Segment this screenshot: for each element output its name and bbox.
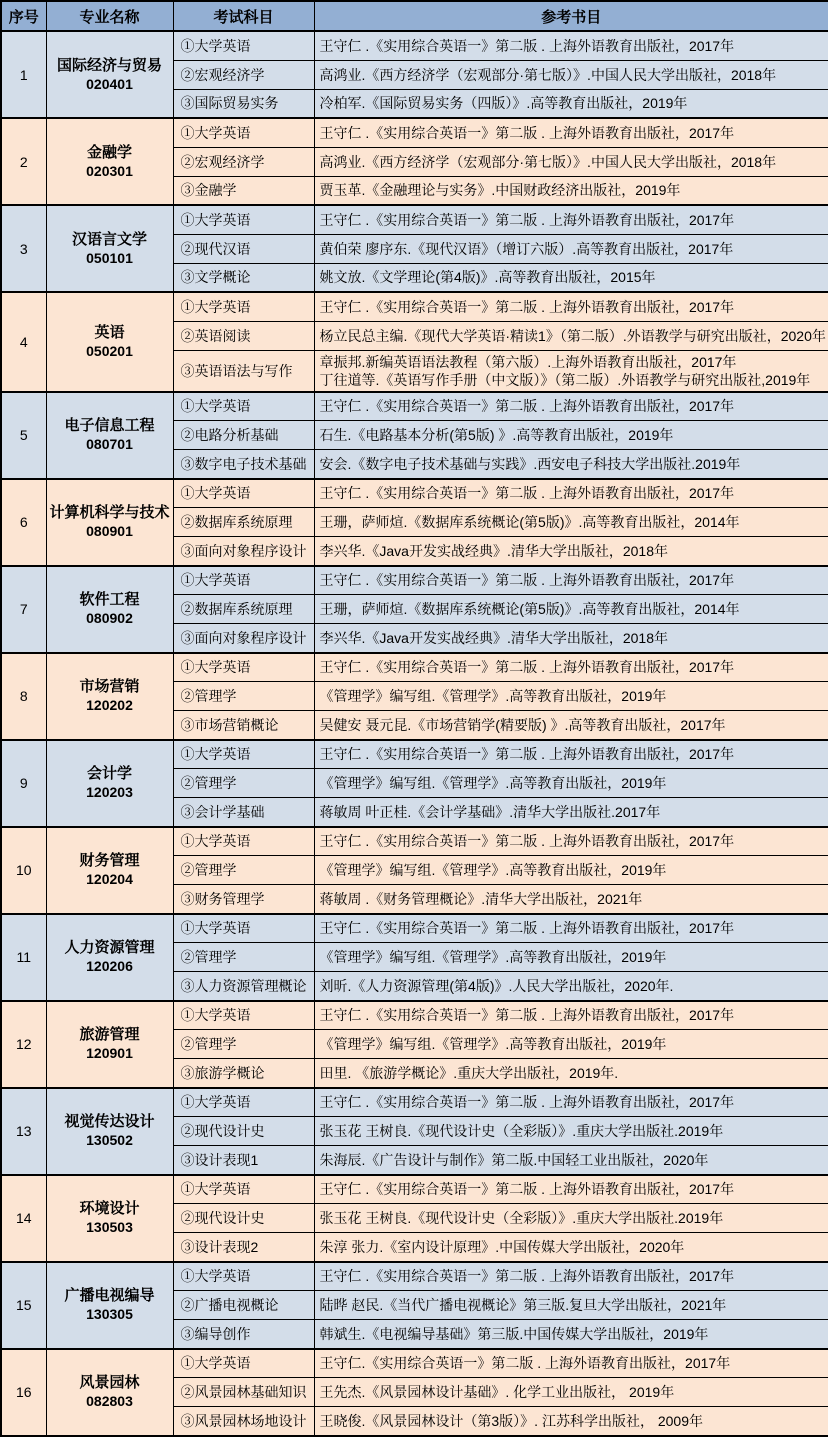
reference-book-cell [314, 205, 828, 234]
major-code: 080701 [86, 436, 133, 452]
major-name-cell [46, 118, 173, 205]
reference-line: 王守仁 .《实用综合英语一》第二版 . 上海外语教育出版社，2017年 [319, 1181, 735, 1198]
exam-subject-cell: ①大学英语 [173, 392, 314, 421]
row-number-cell: 7 [1, 566, 46, 653]
exam-subject-cell: ②数据库系统原理 [173, 508, 314, 537]
reference-line: 《管理学》编写组.《管理学》.高等教育出版社，2019年 [319, 1036, 667, 1052]
major-name-cell [46, 1349, 173, 1436]
major-name-cell [46, 653, 173, 740]
exam-subject-cell: ③文学概论 [173, 263, 314, 292]
major-name: 风景园林 [79, 1374, 140, 1391]
exam-subject-cell: ②宏观经济学 [173, 147, 314, 176]
reference-line: 田里. 《旅游学概论》.重庆大学出版社，2019年. [319, 1064, 619, 1081]
reference-book-cell [314, 263, 828, 292]
reference-book-cell [314, 972, 828, 1001]
major-name: 会计学 [86, 765, 132, 782]
exam-subject-cell: ①大学英语 [173, 914, 314, 943]
reference-line: 王守仁 .《实用综合英语一》第二版 . 上海外语教育出版社，2017年 [319, 1007, 735, 1024]
exam-subject-cell: ②现代设计史 [173, 1204, 314, 1233]
major-code: 120203 [86, 784, 133, 800]
reference-line: 朱淳 张力.《室内设计原理》.中国传媒大学出版社，2020年 [319, 1238, 685, 1255]
table-row [1, 1349, 828, 1378]
exam-subject-cell: ①大学英语 [173, 1088, 314, 1117]
reference-book-cell [314, 943, 828, 972]
table-row [1, 827, 828, 856]
table-row [1, 118, 828, 147]
major-code: 080901 [86, 523, 133, 539]
reference-line: 丁往道等.《英语写作手册（中文版）》（第二版）.外语教学与研究出版社,2019年 [319, 371, 811, 388]
major-name: 环境设计 [79, 1200, 140, 1217]
reference-line: 王守仁 .《实用综合英语一》第二版 . 上海外语教育出版社，2017年 [319, 833, 735, 850]
row-number-cell: 16 [1, 1349, 46, 1436]
major-code: 130503 [86, 1219, 133, 1235]
exam-subject-cell: ②现代汉语 [173, 234, 314, 263]
reference-book-cell [314, 176, 828, 205]
table-row [1, 292, 828, 321]
exam-subject-cell: ③财务管理学 [173, 885, 314, 914]
reference-book-cell [314, 508, 828, 537]
major-code: 120206 [86, 958, 133, 974]
exam-subject-cell: ①大学英语 [173, 653, 314, 682]
reference-book-cell [314, 653, 828, 682]
reference-book-cell [314, 31, 828, 60]
column-header-subject: 考试科目 [173, 1, 314, 31]
reference-line: 高鸿业.《西方经济学（宏观部分·第七版）》.中国人民大学出版社，2018年 [319, 66, 777, 83]
major-name: 金融学 [86, 143, 132, 161]
reference-line: 王守仁 .《实用综合英语一》第二版 . 上海外语教育出版社，2017年 [319, 211, 735, 228]
table-row [1, 1175, 828, 1204]
reference-book-cell [314, 798, 828, 827]
reference-line: 韩斌生.《电视编导基础》第三版.中国传媒大学出版社，2019年 [319, 1325, 709, 1342]
reference-line: 姚文放.《文学理论(第4版)》.高等教育出版社，2015年 [319, 269, 656, 286]
major-code: 120202 [86, 697, 133, 713]
reference-line: 黄伯荣 廖序东.《现代汉语》（增订六版）.高等教育出版社，2017年 [319, 240, 734, 257]
table-row [1, 1088, 828, 1117]
reference-book-cell [314, 1349, 828, 1378]
column-header-major: 专业名称 [46, 1, 173, 31]
major-name-cell [46, 1001, 173, 1088]
exam-subject-cell: ②管理学 [173, 856, 314, 885]
major-code: 020301 [86, 162, 133, 179]
row-number-cell: 8 [1, 653, 46, 740]
exam-subject-cell: ③市场营销概论 [173, 711, 314, 740]
major-name: 财务管理 [79, 852, 140, 869]
major-name-cell [46, 205, 173, 292]
reference-book-cell [314, 479, 828, 508]
reference-line: 李兴华.《Java开发实战经典》.清华大学出版社，2018年 [319, 629, 668, 646]
reference-line: 王守仁 .《实用综合英语一》第二版 . 上海外语教育出版社，2017年 [319, 746, 735, 763]
exam-subject-cell: ①大学英语 [173, 292, 314, 321]
row-number-cell: 12 [1, 1001, 46, 1088]
reference-book-cell [314, 350, 828, 392]
exam-subject-cell: ①大学英语 [173, 1262, 314, 1291]
reference-line: 吴健安 聂元昆.《市场营销学(精要版) 》.高等教育出版社，2017年 [319, 716, 726, 733]
reference-book-cell [314, 392, 828, 421]
reference-line: 王守仁 .《实用综合英语一》第二版 . 上海外语教育出版社，2017年 [319, 572, 735, 589]
major-name-cell [46, 1175, 173, 1262]
major-code: 050201 [86, 342, 133, 359]
table-body [1, 31, 828, 1436]
reference-book-cell [314, 856, 828, 885]
major-name-cell [46, 914, 173, 1001]
table-row [1, 914, 828, 943]
major-name-cell [46, 740, 173, 827]
exam-subject-cell: ①大学英语 [173, 205, 314, 234]
row-number-cell: 9 [1, 740, 46, 827]
exam-subject-cell: ②广播电视概论 [173, 1291, 314, 1320]
reference-line: 张玉花 王树良.《现代设计史（全彩版）》.重庆大学出版社.2019年 [319, 1123, 724, 1139]
reference-line: 王晓俊.《风景园林设计（第3版）》. 江苏科学出版社， 2009年 [319, 1412, 703, 1429]
reference-book-cell [314, 1320, 828, 1349]
reference-line: 王守仁 .《实用综合英语一》第二版 . 上海外语教育出版社，2017年 [319, 124, 735, 141]
reference-book-cell [314, 1059, 828, 1088]
row-number-cell: 3 [1, 205, 46, 292]
exam-subject-cell: ③面向对象程序设计 [173, 537, 314, 566]
reference-book-cell [314, 89, 828, 118]
reference-line: 王守仁 .《实用综合英语一》第二版 . 上海外语教育出版社，2017年 [319, 659, 735, 676]
reference-line: 章振邦.新编英语语法教程（第六版）.上海外语教育出版社，2017年 [319, 353, 737, 370]
reference-book-cell [314, 118, 828, 147]
exam-subject-cell: ③数字电子技术基础 [173, 450, 314, 479]
reference-book-cell [314, 147, 828, 176]
major-name-cell [46, 292, 173, 392]
major-code: 050101 [86, 249, 133, 266]
table-row [1, 653, 828, 682]
exam-subject-cell: ②管理学 [173, 769, 314, 798]
major-name-cell [46, 566, 173, 653]
table-row [1, 205, 828, 234]
exam-subject-cell: ③英语语法与写作 [173, 350, 314, 392]
reference-book-cell [314, 1001, 828, 1030]
reference-line: 安会.《数字电子技术基础与实践》.西安电子科技大学出版社.2019年 [319, 455, 741, 472]
exam-subject-cell: ③风景园林场地设计 [173, 1407, 314, 1436]
exam-subject-cell: ③人力资源管理概论 [173, 972, 314, 1001]
major-name: 广播电视编导 [64, 1287, 155, 1304]
table-header [1, 1, 828, 31]
exam-subject-cell: ②英语阅读 [173, 321, 314, 350]
reference-book-cell [314, 421, 828, 450]
exam-subject-cell: ③面向对象程序设计 [173, 624, 314, 653]
reference-line: 《管理学》编写组.《管理学》.高等教育出版社，2019年 [319, 775, 667, 791]
reference-line: 《管理学》编写组.《管理学》.高等教育出版社，2019年 [319, 688, 667, 704]
major-name: 软件工程 [79, 591, 140, 608]
reference-line: 石生.《电路基本分析(第5版) 》.高等教育出版社，2019年 [319, 427, 674, 443]
reference-book-cell [314, 914, 828, 943]
reference-line: 《管理学》编写组.《管理学》.高等教育出版社，2019年 [319, 862, 667, 878]
major-code: 020401 [86, 75, 133, 92]
exam-subject-cell: ②电路分析基础 [173, 421, 314, 450]
table-row [1, 1262, 828, 1291]
reference-book-cell [314, 450, 828, 479]
row-number-cell: 2 [1, 118, 46, 205]
major-code: 120901 [86, 1045, 133, 1061]
major-code: 130305 [86, 1306, 133, 1322]
exam-subject-cell: ①大学英语 [173, 31, 314, 60]
exam-subject-cell: ①大学英语 [173, 566, 314, 595]
exam-subject-cell: ②管理学 [173, 682, 314, 711]
reference-book-cell [314, 60, 828, 89]
reference-line: 王守仁 .《实用综合英语一》第二版 . 上海外语教育出版社，2017年 [319, 398, 735, 415]
major-name-cell [46, 827, 173, 914]
reference-book-cell [314, 711, 828, 740]
exam-subject-cell: ③国际贸易实务 [173, 89, 314, 118]
exam-subject-cell: ②数据库系统原理 [173, 595, 314, 624]
reference-book-cell [314, 292, 828, 321]
exam-subject-cell: ②现代设计史 [173, 1117, 314, 1146]
reference-line: 陆晔 赵民.《当代广播电视概论》第三版.复旦大学出版社，2021年 [319, 1297, 727, 1313]
reference-line: 王珊，萨师煊.《数据库系统概论(第5版)》.高等教育出版社，2014年 [319, 601, 740, 617]
major-name: 国际经济与贸易 [56, 56, 162, 74]
table-row [1, 740, 828, 769]
reference-book-cell [314, 1088, 828, 1117]
exam-subject-cell: ②管理学 [173, 943, 314, 972]
exam-subject-cell: ①大学英语 [173, 1349, 314, 1378]
table-row [1, 1001, 828, 1030]
exam-subject-cell: ①大学英语 [173, 1175, 314, 1204]
reference-line: 王守仁.《实用综合英语一》第二版 . 上海外语教育出版社，2017年 [319, 1355, 731, 1372]
reference-book-cell [314, 1407, 828, 1436]
reference-line: 蒋敏周 叶正桂.《会计学基础》.清华大学出版社.2017年 [319, 803, 661, 820]
major-code: 130502 [86, 1132, 133, 1148]
table-row [1, 479, 828, 508]
major-name: 电子信息工程 [64, 417, 155, 434]
row-number-cell: 6 [1, 479, 46, 566]
row-number-cell: 4 [1, 292, 46, 392]
reference-book-cell [314, 1146, 828, 1175]
reference-book-cell [314, 827, 828, 856]
reference-book-cell [314, 537, 828, 566]
reference-line: 杨立民总主编.《现代大学英语·精读1》（第二版）.外语教学与研究出版社，2020年 [319, 327, 826, 344]
reference-book-cell [314, 1262, 828, 1291]
exam-subject-cell: ②风景园林基础知识 [173, 1378, 314, 1407]
reference-line: 王守仁 .《实用综合英语一》第二版 . 上海外语教育出版社，2017年 [319, 298, 735, 315]
reference-book-cell [314, 1233, 828, 1262]
exam-subject-cell: ③编导创作 [173, 1320, 314, 1349]
exam-subject-cell: ③设计表现1 [173, 1146, 314, 1175]
reference-book-cell [314, 1291, 828, 1320]
reference-line: 蒋敏周 .《财务管理概论》.清华大学出版社，2021年 [319, 890, 643, 907]
reference-line: 《管理学》编写组.《管理学》.高等教育出版社，2019年 [319, 949, 667, 965]
row-number-cell: 1 [1, 31, 46, 118]
reference-line: 王珊，萨师煊.《数据库系统概论(第5版)》.高等教育出版社，2014年 [319, 514, 740, 530]
reference-line: 朱海辰.《广告设计与制作》第二版.中国轻工业出版社，2020年 [319, 1151, 709, 1168]
reference-book-cell [314, 885, 828, 914]
major-name: 视觉传达设计 [64, 1113, 155, 1130]
row-number-cell: 15 [1, 1262, 46, 1349]
reference-line: 王守仁 .《实用综合英语一》第二版 . 上海外语教育出版社，2017年 [319, 920, 735, 937]
major-name-cell [46, 31, 173, 118]
reference-line: 刘昕.《人力资源管理(第4版)》.人民大学出版社，2020年. [319, 977, 674, 994]
exam-subject-cell: ③会计学基础 [173, 798, 314, 827]
reference-book-cell [314, 566, 828, 595]
reference-book-cell [314, 682, 828, 711]
reference-book-cell [314, 740, 828, 769]
exam-subject-cell: ①大学英语 [173, 827, 314, 856]
reference-book-cell [314, 1117, 828, 1146]
major-name: 汉语言文学 [71, 230, 147, 248]
major-code: 080902 [86, 610, 133, 626]
major-name: 计算机科学与技术 [49, 504, 170, 521]
reference-line: 王守仁 .《实用综合英语一》第二版 . 上海外语教育出版社，2017年 [319, 37, 735, 54]
major-name-cell [46, 479, 173, 566]
reference-line: 张玉花 王树良.《现代设计史（全彩版）》.重庆大学出版社.2019年 [319, 1210, 724, 1226]
reference-line: 冷柏军.《国际贸易实务（四版）》.高等教育出版社，2019年 [319, 95, 688, 112]
exam-subject-cell: ③旅游学概论 [173, 1059, 314, 1088]
exam-subject-cell: ③设计表现2 [173, 1233, 314, 1262]
reference-book-cell [314, 234, 828, 263]
major-name-cell [46, 1088, 173, 1175]
major-name-cell [46, 392, 173, 479]
exam-subject-cell: ②管理学 [173, 1030, 314, 1059]
column-header-refs: 参考书目 [314, 1, 828, 31]
row-number-cell: 5 [1, 392, 46, 479]
row-number-cell: 14 [1, 1175, 46, 1262]
column-header-no: 序号 [1, 1, 46, 31]
reference-line: 高鸿业.《西方经济学（宏观部分·第七版）》.中国人民大学出版社，2018年 [319, 153, 777, 170]
exam-subject-cell: ①大学英语 [173, 118, 314, 147]
reference-book-cell [314, 1204, 828, 1233]
reference-book-cell [314, 769, 828, 798]
reference-line: 王守仁 .《实用综合英语一》第二版 . 上海外语教育出版社，2017年 [319, 1094, 735, 1111]
reference-line: 李兴华.《Java开发实战经典》.清华大学出版社，2018年 [319, 542, 668, 559]
major-name-cell [46, 1262, 173, 1349]
reference-book-cell [314, 321, 828, 350]
table-row [1, 566, 828, 595]
exam-subject-cell: ①大学英语 [173, 479, 314, 508]
exam-subject-cell: ②宏观经济学 [173, 60, 314, 89]
reference-book-cell [314, 1030, 828, 1059]
reference-line: 王守仁 .《实用综合英语一》第二版 . 上海外语教育出版社，2017年 [319, 485, 735, 502]
exam-subject-cell: ①大学英语 [173, 740, 314, 769]
reference-book-cell [314, 1378, 828, 1407]
major-name: 市场营销 [79, 678, 140, 695]
row-number-cell: 11 [1, 914, 46, 1001]
major-code: 082803 [86, 1393, 133, 1409]
table-row [1, 392, 828, 421]
row-number-cell: 10 [1, 827, 46, 914]
reference-line: 贾玉革.《金融理论与实务》.中国财政经济出版社，2019年 [319, 182, 681, 199]
reference-book-cell [314, 1175, 828, 1204]
major-code: 120204 [86, 871, 133, 887]
table-row [1, 31, 828, 60]
major-name: 旅游管理 [79, 1026, 140, 1043]
reference-line: 王先杰.《风景园林设计基础》. 化学工业出版社， 2019年 [319, 1384, 675, 1400]
major-name: 英语 [94, 323, 125, 341]
reference-book-cell [314, 595, 828, 624]
reference-book-cell [314, 624, 828, 653]
reference-line: 王守仁 .《实用综合英语一》第二版 . 上海外语教育出版社，2017年 [319, 1268, 735, 1285]
major-name: 人力资源管理 [64, 939, 155, 956]
row-number-cell: 13 [1, 1088, 46, 1175]
exam-subject-cell: ①大学英语 [173, 1001, 314, 1030]
exam-subject-cell: ③金融学 [173, 176, 314, 205]
